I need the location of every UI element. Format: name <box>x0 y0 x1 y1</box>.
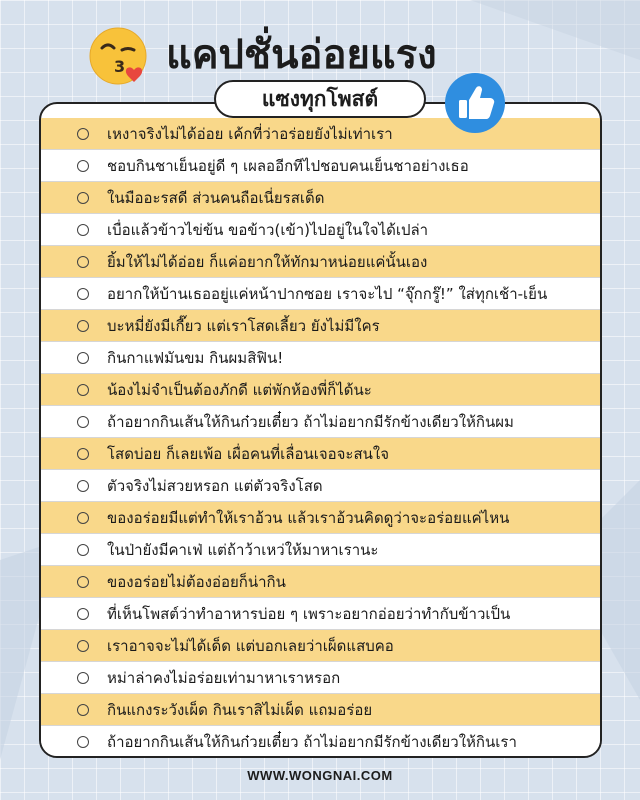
circle-bullet-icon <box>77 320 89 332</box>
caption-text: บะหมี่ยังมีเกี๊ยว แต่เราโสดเลี้ยว ยังไม่มีใคร <box>107 317 380 335</box>
caption-text: หม่าล่าคงไม่อร่อยเท่ามาหาเราหรอก <box>107 669 341 687</box>
circle-bullet-icon <box>77 192 89 204</box>
circle-bullet-icon <box>77 128 89 140</box>
caption-row <box>41 598 600 630</box>
caption-row <box>41 118 600 150</box>
caption-row <box>41 214 600 246</box>
caption-row <box>41 278 600 310</box>
caption-row <box>41 662 600 694</box>
caption-text: ถ้าอยากกินเส้นให้กินก๋วยเตี๋ยว ถ้าไม่อยากมีรักข้างเดียวให้กินผม <box>107 413 514 431</box>
captions-card <box>39 102 602 758</box>
caption-row <box>41 438 600 470</box>
caption-row <box>41 150 600 182</box>
caption-text: ของอร่อยไม่ต้องอ่อยก็น่ากิน <box>107 573 286 591</box>
circle-bullet-icon <box>77 448 89 460</box>
circle-bullet-icon <box>77 576 89 588</box>
captions-list <box>41 118 600 758</box>
caption-text: ถ้าอยากกินเส้นให้กินก๋วยเตี๋ยว ถ้าไม่อยากมีรักข้างเดียวให้กินเรา <box>107 733 517 751</box>
circle-bullet-icon <box>77 544 89 556</box>
svg-text:3: 3 <box>114 57 126 76</box>
caption-row <box>41 246 600 278</box>
caption-text: ของอร่อยมีแต่ทำให้เราอ้วน แล้วเราอ้วนคิดดูว่าจะอร่อยแค่ไหน <box>107 509 510 527</box>
kissing-face-icon <box>88 26 148 86</box>
page-title: แคปชั่นอ่อยแรง <box>166 32 437 78</box>
caption-text: เราอาจจะไม่ได้เด็ด แต่บอกเลยว่าเผ็ดแสบคอ <box>107 637 394 655</box>
caption-row <box>41 502 600 534</box>
caption-text: ในป่ายังมีคาเฟ่ แต่ถ้าว้าเหว่ให้มาหาเรานะ <box>107 541 379 559</box>
caption-text: ตัวจริงไม่สวยหรอก แต่ตัวจริงโสด <box>107 477 323 495</box>
caption-text: ชอบกินชาเย็นอยู่ดี ๆ เผลออีกทีไปชอบคนเย็นชาอย่างเธอ <box>107 157 469 175</box>
caption-row <box>41 534 600 566</box>
circle-bullet-icon <box>77 640 89 652</box>
caption-text: ที่เห็นโพสต์ว่าทำอาหารบ่อย ๆ เพราะอยากอ่อยว่าทำกับข้าวเป็น <box>107 605 511 623</box>
caption-text: น้องไม่จำเป็นต้องภักดี แต่พักห้องพี่ก็ได้นะ <box>107 381 372 399</box>
caption-text: เบื่อแล้วข้าวไข่ข้น ขอข้าว(เข้า)ไปอยู่ในใจได้เปล่า <box>107 221 429 239</box>
circle-bullet-icon <box>77 416 89 428</box>
circle-bullet-icon <box>77 704 89 716</box>
header <box>0 18 640 88</box>
caption-row <box>41 374 600 406</box>
circle-bullet-icon <box>77 384 89 396</box>
caption-row <box>41 182 600 214</box>
caption-row <box>41 726 600 758</box>
circle-bullet-icon <box>77 256 89 268</box>
caption-row <box>41 310 600 342</box>
circle-bullet-icon <box>77 160 89 172</box>
caption-text: เหงาจริงไม่ได้อ่อย เค้กที่ว่าอร่อยยังไม่เท่าเรา <box>107 125 393 143</box>
circle-bullet-icon <box>77 224 89 236</box>
caption-row <box>41 406 600 438</box>
caption-text: ยิ้มให้ไม่ได้อ่อย ก็แค่อยากให้ทักมาหน่อยแค่นั้นเอง <box>107 253 428 271</box>
caption-row <box>41 694 600 726</box>
caption-row <box>41 630 600 662</box>
caption-text: ในมืออะรสดี ส่วนคนถือเนี่ยรสเด็ด <box>107 189 325 207</box>
thumbs-up-icon <box>444 72 506 134</box>
circle-bullet-icon <box>77 352 89 364</box>
caption-text: กินกาแฟมันขม กินผมสิฟิน! <box>107 349 284 367</box>
footer-url: WWW.WONGNAI.COM <box>247 768 393 783</box>
circle-bullet-icon <box>77 608 89 620</box>
circle-bullet-icon <box>77 512 89 524</box>
caption-text: กินแกงระวังเผ็ด กินเราสิไม่เผ็ด แถมอร่อย <box>107 701 373 719</box>
circle-bullet-icon <box>77 288 89 300</box>
subtitle-badge: แซงทุกโพสต์ <box>214 80 426 118</box>
circle-bullet-icon <box>77 480 89 492</box>
caption-text: อยากให้บ้านเธออยู่แค่หน้าปากซอย เราจะไป “จุ๊กกรู๊!” ใส่ทุกเช้า-เย็น <box>107 285 548 303</box>
caption-row <box>41 470 600 502</box>
caption-row <box>41 342 600 374</box>
caption-text: โสดบ่อย ก็เลยเพ้อ เผื่อคนที่เลื่อนเจอจะสนใจ <box>107 445 389 463</box>
circle-bullet-icon <box>77 736 89 748</box>
caption-row <box>41 566 600 598</box>
circle-bullet-icon <box>77 672 89 684</box>
